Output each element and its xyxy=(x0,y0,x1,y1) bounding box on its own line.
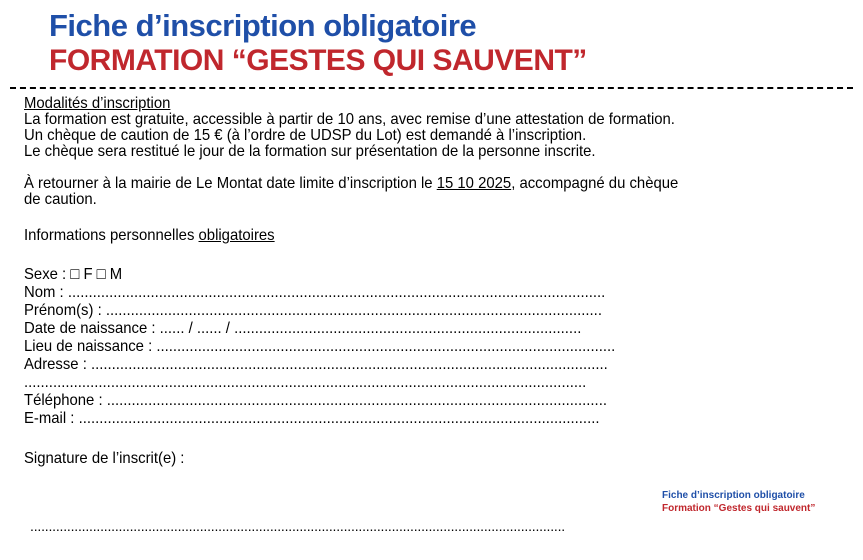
footer-subtitle: Formation “Gestes qui sauvent” xyxy=(662,503,816,514)
modalites-line-2: Un chèque de caution de 15 € (à l’ordre de UDSP du Lot) est demandé à l’inscription. xyxy=(24,127,587,144)
modalites-line-1: La formation est gratuite, accessible à partir de 10 ans, avec remise d’une attestation de formation. xyxy=(24,111,675,128)
nom-field[interactable] xyxy=(24,284,796,302)
address-line-2: ........................................................................................................................................ xyxy=(24,374,587,391)
sexe-label: Sexe : □ F □ M xyxy=(24,266,123,283)
prenom-field[interactable] xyxy=(24,302,796,320)
prenom-label: Prénom(s) : ........................................................................................................................ xyxy=(24,302,602,319)
page-subtitle: FORMATION “GESTES QUI SAUVENT” xyxy=(49,44,587,77)
signature-line[interactable]: ................................................................................................................................................. xyxy=(30,518,565,534)
signature-field[interactable] xyxy=(24,450,796,468)
sexe-field[interactable] xyxy=(24,266,796,284)
address-field[interactable] xyxy=(24,356,796,374)
email-field[interactable] xyxy=(24,410,796,428)
phone-label: Téléphone : ......................................................................................................................... xyxy=(24,392,607,409)
cut-line-divider xyxy=(10,87,853,89)
birthdate-field[interactable] xyxy=(24,320,796,338)
phone-field[interactable] xyxy=(24,392,796,410)
retour-suffix: , accompagné du chèque xyxy=(511,175,679,192)
deadline-date: 15 10 2025 xyxy=(436,175,512,192)
form-body xyxy=(24,96,796,468)
retour-line xyxy=(24,176,796,192)
birthplace-label: Lieu de naissance : ............................................................................................................... xyxy=(24,338,616,355)
nom-label: Nom : .................................................................................................................................. xyxy=(24,284,606,301)
modalites-heading: Modalités d’inscription xyxy=(24,95,171,112)
signature-label: Signature de l’inscrit(e) : xyxy=(24,450,185,467)
page-title: Fiche d’inscription obligatoire xyxy=(49,8,477,43)
address-field-2[interactable] xyxy=(24,374,796,392)
infos-heading-emph: obligatoires xyxy=(198,227,275,244)
footer-title: Fiche d’inscription obligatoire xyxy=(662,490,805,501)
birthplace-field[interactable] xyxy=(24,338,796,356)
infos-heading-prefix: Informations personnelles xyxy=(24,227,199,244)
infos-heading xyxy=(24,228,796,246)
modalites-line-3: Le chèque sera restitué le jour de la formation sur présentation de la personne inscrite. xyxy=(24,143,596,160)
email-label: E-mail : .............................................................................................................................. xyxy=(24,410,600,427)
retour-prefix: À retourner à la mairie de Le Montat date limite d’inscription le xyxy=(24,175,437,192)
retour-line-2: de caution. xyxy=(24,191,97,208)
birthdate-label: Date de naissance : ...... / ...... / .................................................................................... xyxy=(24,320,582,337)
address-label: Adresse : ............................................................................................................................. xyxy=(24,356,608,373)
